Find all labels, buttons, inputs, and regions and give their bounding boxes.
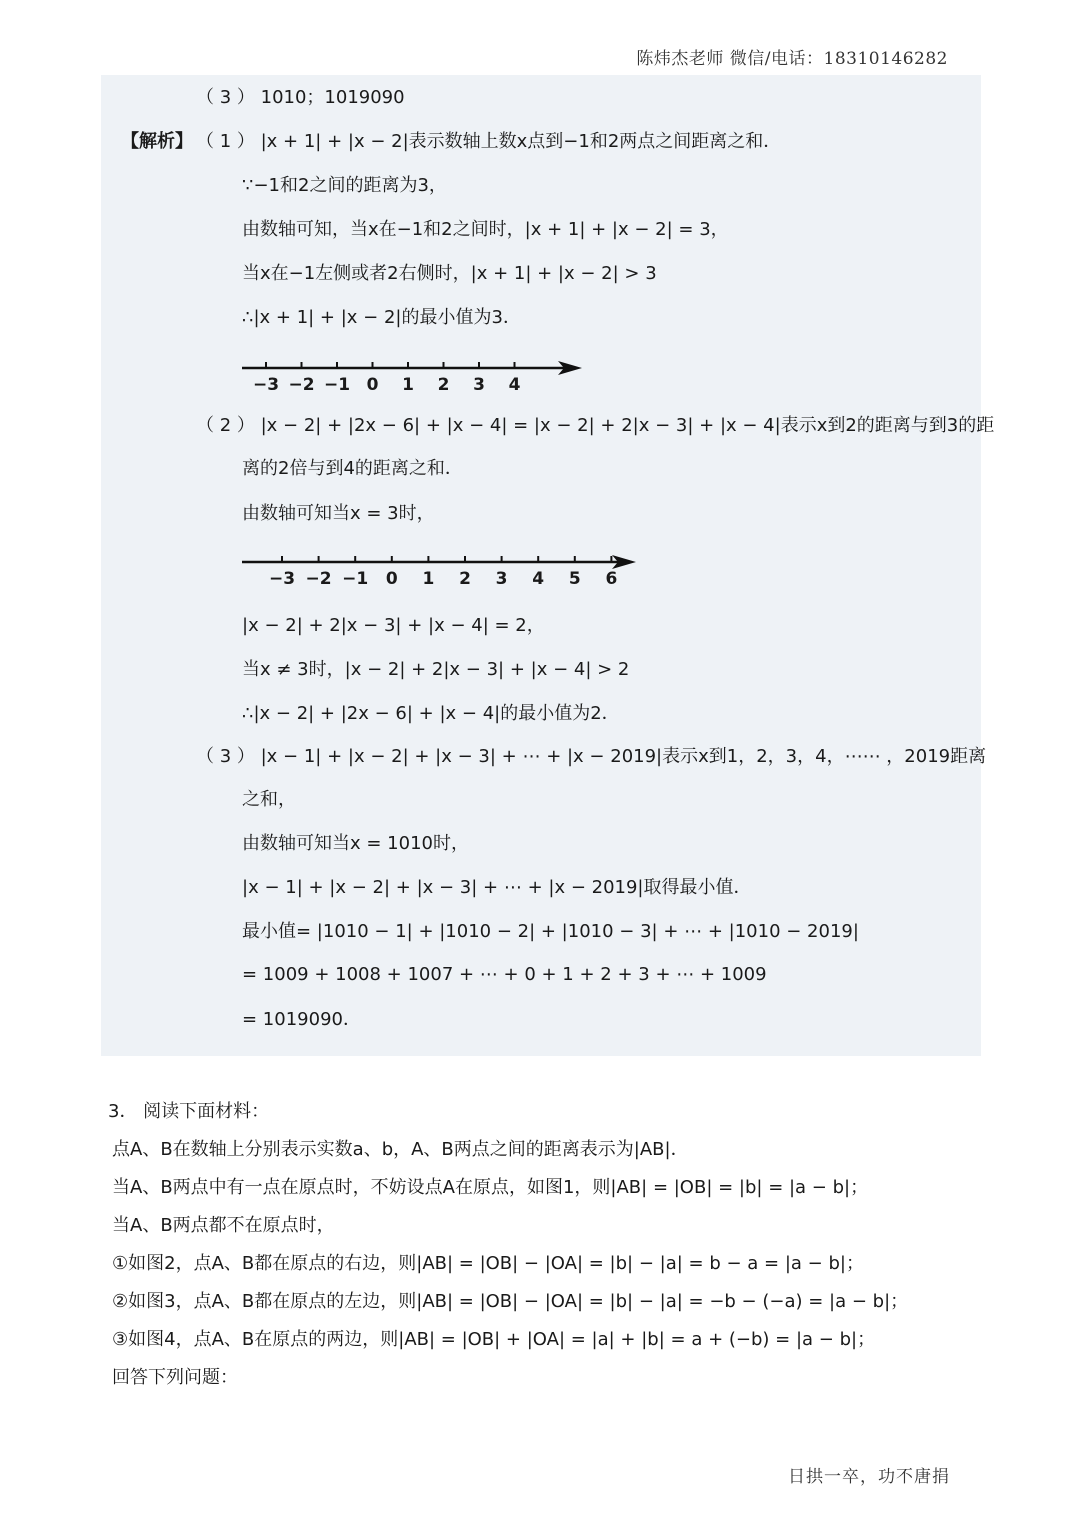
number-line-2-tick-label: −3 bbox=[268, 569, 296, 589]
problem3-line1: 点A、B在数轴上分别表示实数a、b，A、B两点之间的距离表示为|AB|． bbox=[112, 1139, 689, 1160]
problem3-title: 3． 阅读下面材料： bbox=[108, 1101, 270, 1122]
number-line-1-tick-label: −2 bbox=[288, 375, 315, 395]
analysis-label: 【解析】 bbox=[121, 131, 193, 152]
part2-intro-cont: 离的2倍与到4的距离之和． bbox=[242, 458, 463, 479]
part2-line2: |x − 2| + 2|x − 3| + |x − 4| = 2， bbox=[242, 615, 545, 636]
number-line-2-tick-label: 6 bbox=[605, 569, 618, 589]
problem3-line7: 回答下列问题： bbox=[112, 1367, 238, 1388]
number-line-2-tick-label: −2 bbox=[305, 569, 332, 589]
part3-line4: = 1009 + 1008 + 1007 + ⋯ + 0 + 1 + 2 + 3 + ⋯ + 1009 bbox=[242, 964, 767, 985]
number-line-2-tick-label: 5 bbox=[568, 569, 581, 589]
page-footer: 日拱一卒，功不唐捐 bbox=[788, 1467, 950, 1487]
number-line-2-tick-label: 0 bbox=[385, 569, 398, 589]
number-line-1-tick-label: 0 bbox=[366, 375, 379, 395]
part3-intro-cont: 之和， bbox=[242, 789, 296, 810]
part3-line3: 最小值= |1010 − 1| + |1010 − 2| + |1010 − 3| + ⋯ + |1010 − 2019| bbox=[242, 921, 859, 942]
answer-3: （ 3 ） 1010；1019090 bbox=[196, 87, 405, 108]
part1-line4: ∴|x + 1| + |x − 2|的最小值为3． bbox=[242, 307, 521, 328]
part1-line3: 当x在−1左侧或者2右侧时，|x + 1| + |x − 2| > 3 bbox=[242, 263, 657, 284]
part2-line4: ∴|x − 2| + |2x − 6| + |x − 4|的最小值为2． bbox=[242, 703, 620, 724]
number-line-1-tick-label: 3 bbox=[473, 375, 485, 395]
problem3-line5: ②如图3，点A、B都在原点的左边，则|AB| = |OB| − |OA| = |b| − |a| = −b − (−a) = |a − b|； bbox=[112, 1291, 909, 1312]
number-line-2-tick-label: −1 bbox=[342, 569, 369, 589]
number-line-2-tick-label: 1 bbox=[422, 569, 435, 589]
problem3-line4: ①如图2，点A、B都在原点的右边，则|AB| = |OB| − |OA| = |b| − |a| = b − a = |a − b|； bbox=[112, 1253, 864, 1274]
problem3-line3: 当A、B两点都不在原点时， bbox=[112, 1215, 335, 1236]
page-header: 陈炜杰老师 微信/电话：18310146282 bbox=[636, 49, 948, 69]
number-line-1 bbox=[236, 352, 596, 398]
part2-line3: 当x ≠ 3时，|x − 2| + 2|x − 3| + |x − 4| > 2 bbox=[242, 659, 630, 680]
number-line-2-tick-label: 2 bbox=[459, 569, 471, 589]
part1-line2: 由数轴可知，当x在−1和2之间时，|x + 1| + |x − 2| = 3， bbox=[242, 219, 729, 240]
part3-intro: （ 3 ） |x − 1| + |x − 2| + |x − 3| + ⋯ + |x − 2019|表示x到1，2，3，4，⋯⋯ ，2019距离 bbox=[196, 746, 987, 767]
part1-intro: （ 1 ） |x + 1| + |x − 2|表示数轴上数x点到−1和2两点之间距离之和． bbox=[196, 131, 782, 152]
number-line-1-tick-label: −1 bbox=[323, 375, 351, 395]
part3-line1: 由数轴可知当x = 1010时， bbox=[242, 833, 469, 854]
problem3-line2: 当A、B两点中有一点在原点时，不妨设点A在原点，如图1，则|AB| = |OB| = |b| = |a − b|； bbox=[112, 1177, 869, 1198]
number-line-1-tick-label: 2 bbox=[437, 375, 450, 395]
part2-line1: 由数轴可知当x = 3时， bbox=[242, 503, 435, 524]
number-line-2-tick-label: 4 bbox=[532, 569, 545, 589]
number-line-1-tick-label: 1 bbox=[402, 375, 414, 395]
problem3-line6: ③如图4，点A、B在原点的两边，则|AB| = |OB| + |OA| = |a| + |b| = a + (−b) = |a − b|； bbox=[112, 1329, 876, 1350]
part3-line5: = 1019090． bbox=[242, 1009, 361, 1030]
number-line-2-tick-label: 3 bbox=[495, 569, 508, 589]
part1-line1: ∵−1和2之间的距离为3， bbox=[242, 175, 447, 196]
part3-line2: |x − 1| + |x − 2| + |x − 3| + ⋯ + |x − 2019|取得最小值． bbox=[242, 877, 752, 898]
number-line-2 bbox=[236, 548, 646, 594]
number-line-1-tick-label: 4 bbox=[508, 375, 521, 395]
number-line-1-tick-label: −3 bbox=[252, 375, 280, 395]
part2-intro: （ 2 ） |x − 2| + |2x − 6| + |x − 4| = |x − 2| + 2|x − 3| + |x − 4|表示x到2的距离与到3的距 bbox=[196, 415, 995, 436]
